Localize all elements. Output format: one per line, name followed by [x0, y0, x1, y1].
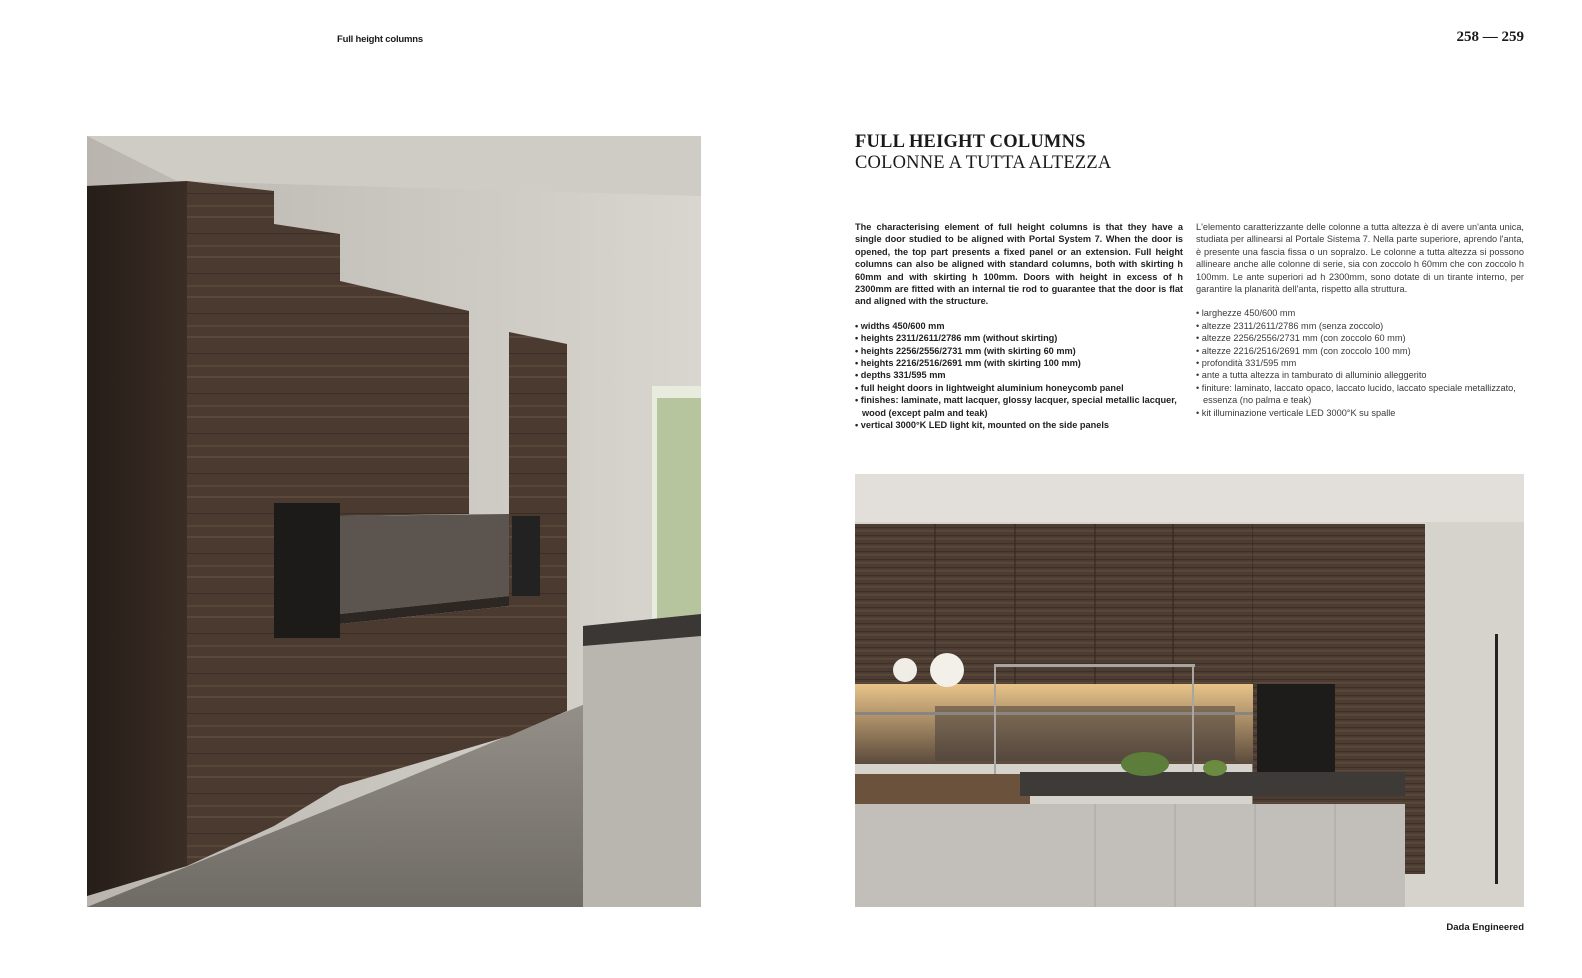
english-text-column	[855, 221, 1183, 432]
kitchen-columns-photo	[87, 136, 701, 907]
english-spec-list	[855, 320, 1183, 432]
spec-item: • heights 2311/2611/2786 mm (without skirting)	[855, 333, 1058, 344]
spec-item: • altezze 2311/2611/2786 mm (senza zoccolo)	[1196, 320, 1384, 331]
brand-name: Dada Engineered	[1446, 922, 1524, 933]
english-intro: The characterising element of full height columns is that they have a single door studied to be aligned with Portal System 7. When the door is opened, the top part presents a fixed panel or an extension. Full height columns can also be aligned with standard columns, both with skirting h 60mm and with skirting h 100mm. Doors with height in excess of h 2300mm are fitted with an internal tie rod to guarantee that the door is flat and aligned with the structure.	[855, 222, 1183, 307]
spec-item: • depths 331/595 mm	[855, 370, 946, 381]
page-numbers: 258 — 259	[1456, 29, 1524, 45]
spec-item: • altezze 2216/2516/2691 mm (con zoccolo 100 mm)	[1196, 345, 1411, 356]
spec-item: • finishes: laminate, matt lacquer, glossy lacquer, special metallic lacquer, wood (except palm and teak)	[855, 395, 1177, 418]
italian-text-column	[1196, 221, 1524, 419]
spec-item: • kit illuminazione verticale LED 3000°K su spalle	[1196, 407, 1396, 418]
spec-item: • ante a tutta altezza in tamburato di alluminio alleggerito	[1196, 370, 1427, 381]
spec-item: • finiture: laminato, laccato opaco, laccato lucido, laccato speciale metallizzato, essenza (no palma e teak)	[1196, 382, 1516, 406]
spec-item: • heights 2256/2556/2731 mm (with skirting 60 mm)	[855, 345, 1076, 356]
spec-item: • widths 450/600 mm	[855, 320, 945, 331]
section-label: Full height columns	[337, 34, 423, 45]
spec-item: • heights 2216/2516/2691 mm (with skirting 100 mm)	[855, 358, 1081, 369]
title-italian: COLONNE A TUTTA ALTEZZA	[855, 153, 1112, 173]
spec-item: • altezze 2256/2556/2731 mm (con zoccolo 60 mm)	[1196, 333, 1406, 344]
italian-spec-list	[1196, 307, 1524, 419]
title-english: FULL HEIGHT COLUMNS	[855, 132, 1086, 152]
spec-item: • full height doors in lightweight aluminium honeycomb panel	[855, 382, 1124, 393]
italian-intro: L'elemento caratterizzante delle colonne a tutta altezza è di avere un'anta unica, studiata per allinearsi al Portale Sistema 7. Nella parte superiore, aprendo l'anta, è presente una fascia fissa o un sopralzo. Le colonne a tutta altezza si possono allineare anche alle colonne di serie, sia con zoccolo h 60mm che con zoccolo h 100mm. Le ante superiori ad h 2300mm, sono dotate di un tirante interno, per garantire la planarità dell'anta, rispetto alla struttura.	[1196, 222, 1524, 295]
kitchen-island-photo	[855, 474, 1524, 907]
spec-item: • larghezze 450/600 mm	[1196, 308, 1296, 319]
spec-item: • vertical 3000°K LED light kit, mounted on the side panels	[855, 420, 1109, 431]
spec-item: • profondità 331/595 mm	[1196, 358, 1297, 369]
